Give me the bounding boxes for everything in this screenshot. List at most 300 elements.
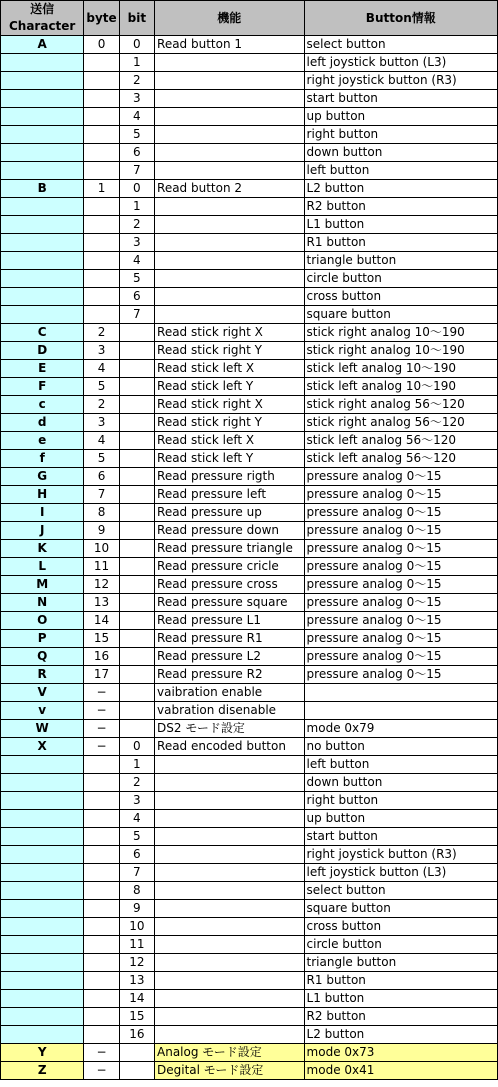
cell-info: L2 button — [304, 180, 497, 198]
cell-func — [155, 144, 305, 162]
cell-char — [1, 792, 84, 810]
cell-func: Read pressure cross — [155, 576, 305, 594]
cell-info: right joystick button (R3) — [304, 846, 497, 864]
cell-byte — [84, 792, 119, 810]
cell-bit: 2 — [119, 774, 154, 792]
cell-info: L1 button — [304, 216, 497, 234]
cell-byte — [84, 954, 119, 972]
cell-char — [1, 162, 84, 180]
cell-char — [1, 108, 84, 126]
cell-char: J — [1, 522, 84, 540]
cell-byte: 12 — [84, 576, 119, 594]
cell-char — [1, 306, 84, 324]
table-row — [1, 540, 498, 558]
cell-func: Read pressure L1 — [155, 612, 305, 630]
cell-char: C — [1, 324, 84, 342]
cell-info: stick left analog 56〜120 — [304, 450, 497, 468]
cell-char: Z — [1, 1062, 84, 1080]
cell-func — [155, 864, 305, 882]
cell-func: Degital モード設定 — [155, 1062, 305, 1080]
cell-char — [1, 828, 84, 846]
table-row — [1, 594, 498, 612]
table-row — [1, 954, 498, 972]
cell-info — [304, 702, 497, 720]
cell-info: select button — [304, 882, 497, 900]
cell-char — [1, 900, 84, 918]
cell-bit — [119, 504, 154, 522]
table-row — [1, 576, 498, 594]
cell-bit — [119, 702, 154, 720]
cell-char — [1, 72, 84, 90]
cell-char: f — [1, 450, 84, 468]
cell-char: W — [1, 720, 84, 738]
cell-char: X — [1, 738, 84, 756]
cell-bit — [119, 432, 154, 450]
cell-info: R2 button — [304, 198, 497, 216]
header-char-line1: 送信 — [30, 2, 55, 16]
header-func: 機能 — [155, 1, 305, 36]
cell-info: circle button — [304, 936, 497, 954]
cell-info: pressure analog 0〜15 — [304, 486, 497, 504]
cell-info: pressure analog 0〜15 — [304, 648, 497, 666]
cell-byte: 4 — [84, 432, 119, 450]
cell-func: Read pressure triangle — [155, 540, 305, 558]
cell-func — [155, 216, 305, 234]
cell-byte: 4 — [84, 360, 119, 378]
cell-func — [155, 846, 305, 864]
cell-char: P — [1, 630, 84, 648]
cell-byte: 3 — [84, 342, 119, 360]
table-row — [1, 126, 498, 144]
cell-info: left button — [304, 756, 497, 774]
cell-func: Read stick right Y — [155, 342, 305, 360]
cell-func: vabration disenable — [155, 702, 305, 720]
cell-bit: 5 — [119, 828, 154, 846]
cell-info: pressure analog 0〜15 — [304, 522, 497, 540]
cell-char — [1, 972, 84, 990]
table-row — [1, 396, 498, 414]
table-row — [1, 342, 498, 360]
cell-char: c — [1, 396, 84, 414]
cell-func — [155, 90, 305, 108]
cell-info: mode 0x41 — [304, 1062, 497, 1080]
cell-char: D — [1, 342, 84, 360]
table-row — [1, 792, 498, 810]
cell-bit: 6 — [119, 144, 154, 162]
cell-byte — [84, 72, 119, 90]
cell-bit: 3 — [119, 792, 154, 810]
table-row — [1, 828, 498, 846]
cell-info: stick left analog 56〜120 — [304, 432, 497, 450]
cell-bit: 7 — [119, 864, 154, 882]
cell-bit: 8 — [119, 882, 154, 900]
cell-byte: 2 — [84, 396, 119, 414]
cell-byte — [84, 270, 119, 288]
cell-bit: 7 — [119, 306, 154, 324]
cell-byte — [84, 162, 119, 180]
table-row — [1, 756, 498, 774]
cell-func: Read stick right X — [155, 396, 305, 414]
cell-byte — [84, 1026, 119, 1044]
cell-bit — [119, 612, 154, 630]
cell-func — [155, 774, 305, 792]
table-row — [1, 702, 498, 720]
cell-char — [1, 198, 84, 216]
cell-bit: 0 — [119, 36, 154, 54]
cell-byte: 9 — [84, 522, 119, 540]
cell-func: Read stick right Y — [155, 414, 305, 432]
cell-char: L — [1, 558, 84, 576]
cell-bit — [119, 360, 154, 378]
table-row — [1, 270, 498, 288]
cell-bit — [119, 324, 154, 342]
cell-info: pressure analog 0〜15 — [304, 504, 497, 522]
cell-byte — [84, 54, 119, 72]
cell-func: Read stick left Y — [155, 378, 305, 396]
cell-char: A — [1, 36, 84, 54]
cell-char: v — [1, 702, 84, 720]
cell-info: pressure analog 0〜15 — [304, 612, 497, 630]
cell-info: left joystick button (L3) — [304, 54, 497, 72]
table-row — [1, 1062, 498, 1080]
cell-char: Q — [1, 648, 84, 666]
cell-func: Read pressure left — [155, 486, 305, 504]
table-row — [1, 486, 498, 504]
cell-bit: 4 — [119, 810, 154, 828]
cell-bit — [119, 486, 154, 504]
cell-func — [155, 882, 305, 900]
cell-func: Read pressure R2 — [155, 666, 305, 684]
cell-byte: − — [84, 684, 119, 702]
cell-bit: 2 — [119, 216, 154, 234]
cell-info: pressure analog 0〜15 — [304, 666, 497, 684]
cell-char — [1, 252, 84, 270]
cell-bit — [119, 630, 154, 648]
cell-info: triangle button — [304, 252, 497, 270]
cell-func — [155, 234, 305, 252]
cell-byte — [84, 1008, 119, 1026]
cell-bit: 0 — [119, 738, 154, 756]
cell-char — [1, 936, 84, 954]
cell-byte: 11 — [84, 558, 119, 576]
cell-info: square button — [304, 306, 497, 324]
cell-bit: 3 — [119, 234, 154, 252]
table-row — [1, 1026, 498, 1044]
cell-func: Read encoded button — [155, 738, 305, 756]
cell-info: cross button — [304, 288, 497, 306]
cell-byte: − — [84, 1062, 119, 1080]
table-row — [1, 306, 498, 324]
cell-bit: 6 — [119, 846, 154, 864]
cell-info: pressure analog 0〜15 — [304, 630, 497, 648]
cell-bit: 12 — [119, 954, 154, 972]
cell-bit: 4 — [119, 108, 154, 126]
cell-byte — [84, 144, 119, 162]
cell-bit: 13 — [119, 972, 154, 990]
cell-char: K — [1, 540, 84, 558]
cell-func — [155, 1026, 305, 1044]
cell-func — [155, 72, 305, 90]
cell-info: stick right analog 56〜120 — [304, 396, 497, 414]
cell-info: pressure analog 0〜15 — [304, 558, 497, 576]
cell-bit: 5 — [119, 270, 154, 288]
cell-info: mode 0x79 — [304, 720, 497, 738]
table-row — [1, 450, 498, 468]
cell-bit — [119, 342, 154, 360]
cell-char — [1, 126, 84, 144]
cell-info: up button — [304, 810, 497, 828]
cell-bit — [119, 648, 154, 666]
cell-byte: 17 — [84, 666, 119, 684]
cell-info: select button — [304, 36, 497, 54]
cell-char: M — [1, 576, 84, 594]
cell-func: Analog モード設定 — [155, 1044, 305, 1062]
cell-info: stick left analog 10〜190 — [304, 378, 497, 396]
table-row — [1, 558, 498, 576]
cell-char — [1, 954, 84, 972]
cell-char — [1, 882, 84, 900]
cell-char: E — [1, 360, 84, 378]
cell-char — [1, 1008, 84, 1026]
cell-byte: − — [84, 1044, 119, 1062]
table-row — [1, 900, 498, 918]
cell-char — [1, 918, 84, 936]
cell-info: left joystick button (L3) — [304, 864, 497, 882]
cell-bit: 1 — [119, 198, 154, 216]
table-row — [1, 36, 498, 54]
cell-char — [1, 990, 84, 1008]
cell-func — [155, 792, 305, 810]
cell-info: up button — [304, 108, 497, 126]
cell-char: N — [1, 594, 84, 612]
cell-char — [1, 270, 84, 288]
cell-info: stick right analog 10〜190 — [304, 324, 497, 342]
table-row — [1, 612, 498, 630]
cell-bit — [119, 558, 154, 576]
cell-func — [155, 198, 305, 216]
table-row — [1, 468, 498, 486]
cell-bit — [119, 1062, 154, 1080]
table-row — [1, 504, 498, 522]
table-row — [1, 936, 498, 954]
cell-info: stick left analog 10〜190 — [304, 360, 497, 378]
cell-byte — [84, 108, 119, 126]
cell-func: Read stick left X — [155, 432, 305, 450]
cell-char: G — [1, 468, 84, 486]
cell-char: d — [1, 414, 84, 432]
cell-byte: 1 — [84, 180, 119, 198]
cell-func — [155, 288, 305, 306]
cell-char — [1, 1026, 84, 1044]
cell-byte: 10 — [84, 540, 119, 558]
table-row — [1, 54, 498, 72]
cell-bit — [119, 450, 154, 468]
table-row — [1, 108, 498, 126]
cell-byte: 7 — [84, 486, 119, 504]
cell-func — [155, 108, 305, 126]
cell-byte — [84, 234, 119, 252]
table-row — [1, 324, 498, 342]
table-row — [1, 360, 498, 378]
cell-char: B — [1, 180, 84, 198]
cell-bit: 4 — [119, 252, 154, 270]
cell-byte: − — [84, 702, 119, 720]
cell-info: right joystick button (R3) — [304, 72, 497, 90]
header-byte: byte — [84, 1, 119, 36]
table-row — [1, 630, 498, 648]
cell-func: vaibration enable — [155, 684, 305, 702]
cell-bit: 15 — [119, 1008, 154, 1026]
cell-byte: 0 — [84, 36, 119, 54]
cell-bit: 16 — [119, 1026, 154, 1044]
cell-byte — [84, 936, 119, 954]
cell-byte: 2 — [84, 324, 119, 342]
cell-info: start button — [304, 828, 497, 846]
cell-func: Read stick left X — [155, 360, 305, 378]
cell-char: e — [1, 432, 84, 450]
cell-func — [155, 828, 305, 846]
cell-byte — [84, 90, 119, 108]
cell-byte — [84, 288, 119, 306]
cell-bit — [119, 522, 154, 540]
cell-func — [155, 54, 305, 72]
cell-info: cross button — [304, 918, 497, 936]
cell-byte — [84, 810, 119, 828]
cell-info: no button — [304, 738, 497, 756]
cell-bit: 6 — [119, 288, 154, 306]
cell-byte: 8 — [84, 504, 119, 522]
cell-char — [1, 774, 84, 792]
cell-byte — [84, 846, 119, 864]
cell-info: down button — [304, 774, 497, 792]
cell-func — [155, 252, 305, 270]
cell-info: L2 button — [304, 1026, 497, 1044]
cell-info: circle button — [304, 270, 497, 288]
cell-info: left button — [304, 162, 497, 180]
header-info: Button情報 — [304, 1, 497, 36]
cell-bit: 3 — [119, 90, 154, 108]
table-row — [1, 810, 498, 828]
cell-info: pressure analog 0〜15 — [304, 594, 497, 612]
table-row — [1, 198, 498, 216]
table-row — [1, 414, 498, 432]
cell-bit — [119, 720, 154, 738]
cell-info: R1 button — [304, 972, 497, 990]
cell-char — [1, 864, 84, 882]
cell-bit — [119, 684, 154, 702]
cell-byte: − — [84, 720, 119, 738]
table-row — [1, 882, 498, 900]
table-row — [1, 234, 498, 252]
header-bit: bit — [119, 1, 154, 36]
cell-func — [155, 1008, 305, 1026]
cell-func — [155, 270, 305, 288]
cell-func — [155, 918, 305, 936]
cell-bit — [119, 1044, 154, 1062]
cell-byte — [84, 306, 119, 324]
cell-char — [1, 144, 84, 162]
cell-func: Read pressure R1 — [155, 630, 305, 648]
cell-char — [1, 54, 84, 72]
cell-byte — [84, 252, 119, 270]
cell-func: Read pressure up — [155, 504, 305, 522]
cell-char: R — [1, 666, 84, 684]
cell-info — [304, 684, 497, 702]
cell-info: triangle button — [304, 954, 497, 972]
cell-byte: 16 — [84, 648, 119, 666]
cell-info: square button — [304, 900, 497, 918]
cell-byte: 5 — [84, 450, 119, 468]
cell-char: F — [1, 378, 84, 396]
cell-byte — [84, 774, 119, 792]
table-row — [1, 990, 498, 1008]
cell-info: right button — [304, 792, 497, 810]
cell-func — [155, 162, 305, 180]
cell-char — [1, 216, 84, 234]
cell-byte: 13 — [84, 594, 119, 612]
cell-info: right button — [304, 126, 497, 144]
cell-bit — [119, 540, 154, 558]
cell-info: pressure analog 0〜15 — [304, 468, 497, 486]
table-row — [1, 864, 498, 882]
cell-byte: 5 — [84, 378, 119, 396]
cell-bit — [119, 468, 154, 486]
cell-byte — [84, 900, 119, 918]
cell-byte — [84, 972, 119, 990]
cell-char: I — [1, 504, 84, 522]
cell-byte — [84, 864, 119, 882]
cell-bit: 11 — [119, 936, 154, 954]
cell-char — [1, 756, 84, 774]
cell-byte: 3 — [84, 414, 119, 432]
table-row — [1, 432, 498, 450]
cell-char — [1, 846, 84, 864]
table-row — [1, 648, 498, 666]
cell-byte — [84, 828, 119, 846]
table-row — [1, 1008, 498, 1026]
cell-byte: 6 — [84, 468, 119, 486]
cell-info: start button — [304, 90, 497, 108]
cell-func: Read pressure rigth — [155, 468, 305, 486]
cell-bit: 9 — [119, 900, 154, 918]
cell-info: stick right analog 56〜120 — [304, 414, 497, 432]
cell-bit: 14 — [119, 990, 154, 1008]
table-row — [1, 72, 498, 90]
cell-func — [155, 126, 305, 144]
cell-bit — [119, 594, 154, 612]
cell-info: R1 button — [304, 234, 497, 252]
cell-char: V — [1, 684, 84, 702]
cell-byte — [84, 126, 119, 144]
cell-char — [1, 234, 84, 252]
cell-byte — [84, 198, 119, 216]
cell-func — [155, 954, 305, 972]
cell-byte — [84, 756, 119, 774]
table-row — [1, 180, 498, 198]
cell-func: Read stick right X — [155, 324, 305, 342]
table-row — [1, 162, 498, 180]
cell-bit — [119, 576, 154, 594]
cell-byte: − — [84, 738, 119, 756]
cell-bit: 1 — [119, 54, 154, 72]
cell-bit: 5 — [119, 126, 154, 144]
cell-info: pressure analog 0〜15 — [304, 540, 497, 558]
cell-func: DS2 モード設定 — [155, 720, 305, 738]
cell-func — [155, 990, 305, 1008]
cell-char — [1, 288, 84, 306]
table-row — [1, 774, 498, 792]
header-row — [1, 1, 498, 36]
